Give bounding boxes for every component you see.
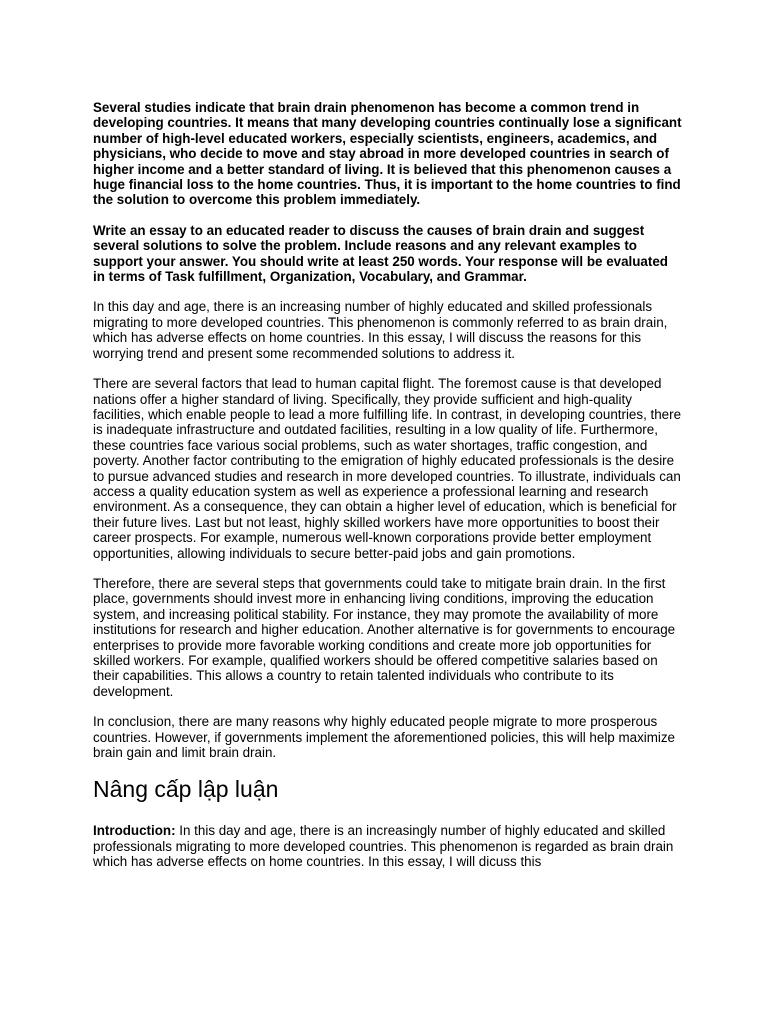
document-page — [93, 100, 683, 885]
section-heading: Nâng cấp lập luận — [93, 776, 279, 803]
essay-body-2: Therefore, there are several steps that governments could take to mitigate brain drain. In the first place, governments should invest more in enhancing living conditions, improving the education system, and increasing political stability. For instance, they may promote the availability of more institutions for research and higher education. Another alternative is for governments to encourage enterprises to provide more favorable working conditions and create more job opportunities for skilled workers. For example, qualified workers should be offered competitive salaries based on their capabilities. This allows a country to retain talented individuals who contribute to its development. — [93, 575, 676, 699]
essay-introduction: In this day and age, there is an increasing number of highly educated and skilled professionals migrating to more developed countries. This phenomenon is commonly referred to as brain drain, which has adverse effects on home countries. In this essay, I will discuss the reasons for this worrying trend and present some recommended solutions to address it. — [93, 299, 668, 361]
prompt-paragraph-1: Several studies indicate that brain drain phenomenon has become a common trend in developing countries. It means that many developing countries continually lose a significant number of high-level educated workers, especially scientists, engineers, academics, and physicians, who decide to move and stay abroad in more developed countries in search of higher income and a better standard of living. It is believed that this phenomenon causes a huge financial loss to the home countries. Thus, it is important to the home countries to find the solution to overcome this problem immediately. — [93, 100, 682, 208]
essay-body-1: There are several factors that lead to human capital flight. The foremost cause is that developed nations offer a higher standard of living. Specifically, they provide sufficient and high-quality facilities, which enable people to lead a more fulfilling life. In contrast, in developing countries, there is inadequate infrastructure and outdated facilities, resulting in a low quality of life. Furthermore, these countries face various social problems, such as water shortages, traffic congestion, and poverty. Another factor contributing to the emigration of highly educated professionals is the desire to pursue advanced studies and research in more developed countries. To illustrate, individuals can access a quality education system as well as experience a professional learning and research environment. As a consequence, they can obtain a higher level of education, which is beneficial for their future lives. Last but not least, highly skilled workers have more opportunities to boost their career prospects. For example, numerous well-known corporations provide better employment opportunities, allowing individuals to secure better-paid jobs and gain promotions. — [93, 376, 682, 561]
essay-conclusion: In conclusion, there are many reasons why highly educated people migrate to more prosperous countries. However, if governments implement the aforementioned policies, this will help maximize brain gain and limit brain drain. — [93, 714, 676, 761]
upgrade-introduction — [93, 823, 683, 869]
introduction-text: In this day and age, there is an increasingly number of highly educated and skilled professionals migrating to more developed countries. This phenomenon is regarded as brain drain which has adverse effects on home countries. In this essay, I will dicuss this — [93, 823, 674, 870]
prompt-paragraph-2: Write an essay to an educated reader to discuss the causes of brain drain and suggest several solutions to solve the problem. Include reasons and any relevant examples to support your answer. You should write at least 250 words. Your response will be evaluated in terms of Task fulfillment, Organization, Vocabulary, and Grammar. — [93, 222, 668, 285]
introduction-label: Introduction: — [93, 823, 176, 839]
